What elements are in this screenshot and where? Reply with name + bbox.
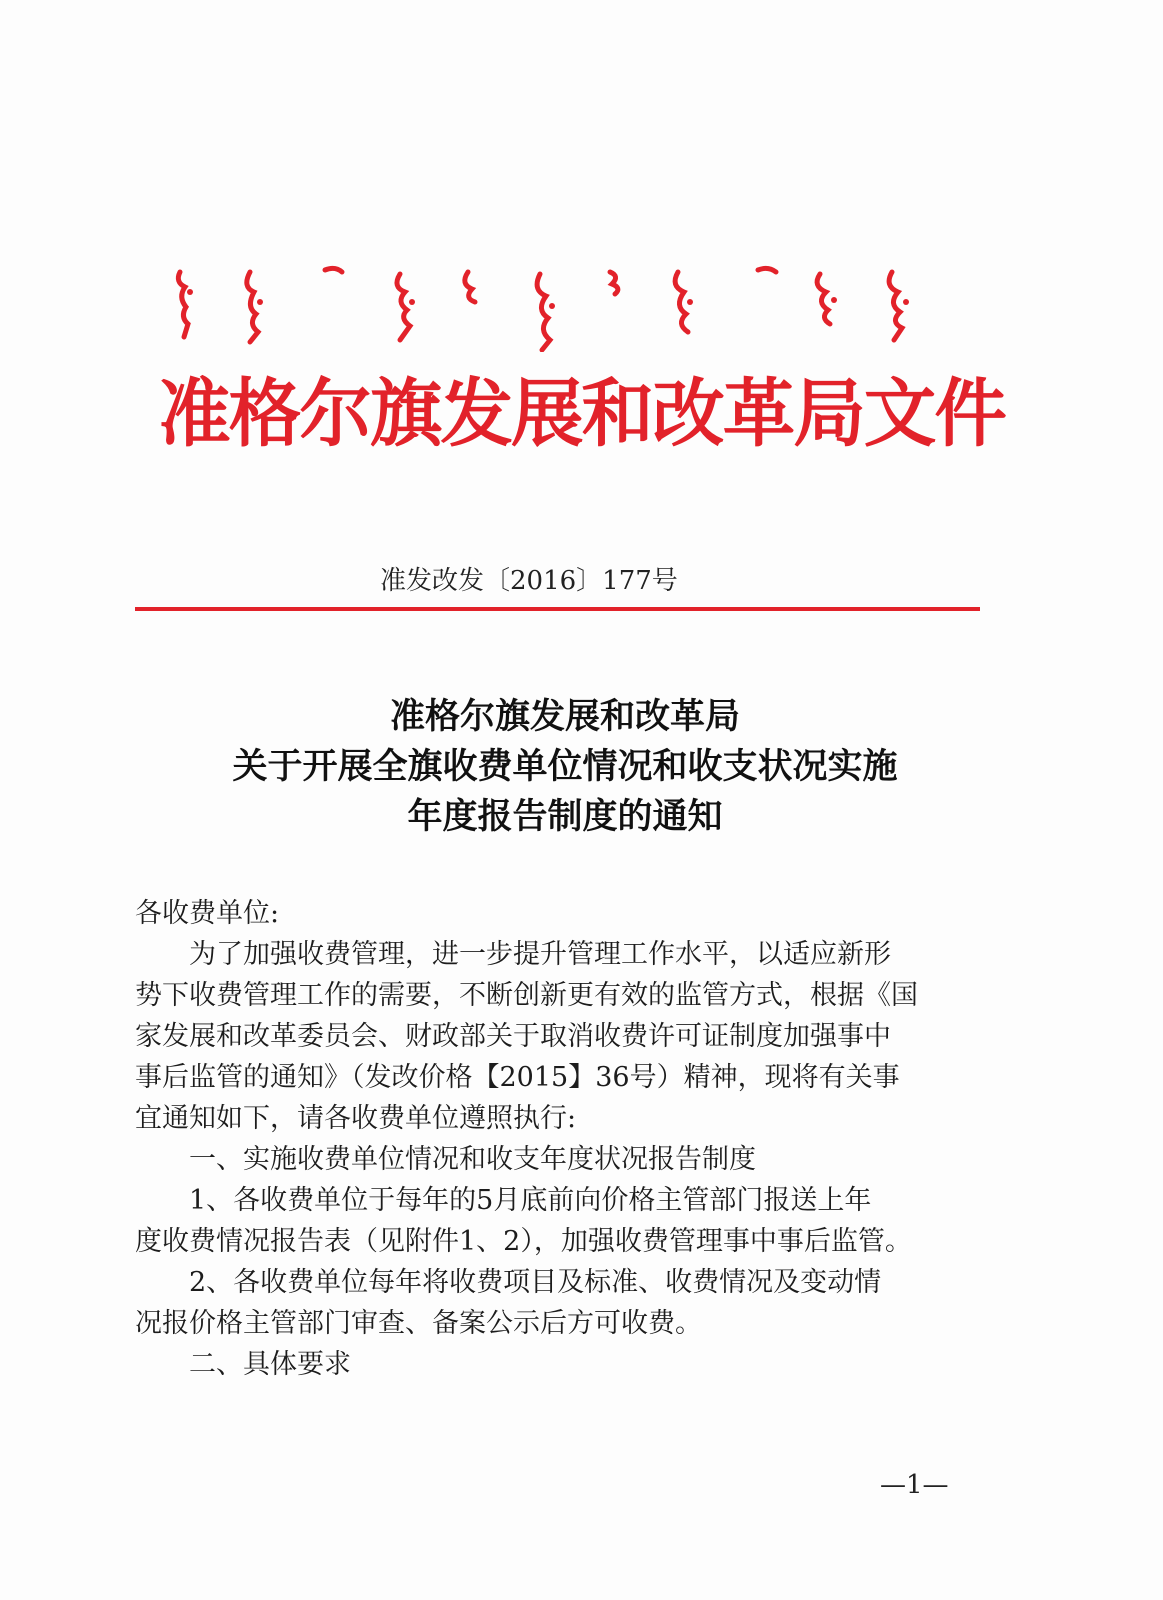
body-line: 度收费情况报告表（见附件1、2），加强收费管理事中事后监管。 <box>135 1226 912 1257</box>
mongolian-script-title-icon <box>150 262 970 352</box>
salutation: 各收费单位: <box>135 898 280 929</box>
body-line: 宜通知如下，请各收费单位遵照执行: <box>135 1103 577 1134</box>
body-line: 势下收费管理工作的需要，不断创新更有效的监管方式，根据《国 <box>135 980 918 1011</box>
notice-title-line: 关于开展全旗收费单位情况和收支状况实施 <box>232 746 898 787</box>
body-line: 家发展和改革委员会、财政部关于取消收费许可证制度加强事中 <box>135 1021 891 1052</box>
notice-title <box>120 692 1010 842</box>
body-line: 2、各收费单位每年将收费项目及标准、收费情况及变动情 <box>189 1267 882 1298</box>
body-line: 事后监管的通知》（发改价格【2015】36号）精神，现将有关事 <box>135 1062 900 1093</box>
section-heading: 二、具体要求 <box>189 1349 351 1380</box>
notice-title-line: 年度报告制度的通知 <box>407 796 723 837</box>
red-divider-line <box>135 607 980 611</box>
body-line: 况报价格主管部门审查、备案公示后方可收费。 <box>135 1308 702 1339</box>
notice-body <box>135 893 965 1385</box>
page-number: —1— <box>880 1470 949 1500</box>
issuing-authority-title: 准格尔旗发展和改革局文件 <box>158 371 1005 457</box>
section-heading: 一、实施收费单位情况和收支年度状况报告制度 <box>189 1144 756 1175</box>
notice-title-line: 准格尔旗发展和改革局 <box>389 696 740 737</box>
body-line: 为了加强收费管理，进一步提升管理工作水平，以适应新形 <box>189 939 891 970</box>
document-number: 准发改发〔2016〕177号 <box>380 566 678 596</box>
body-line: 1、各收费单位于每年的5月底前向价格主管部门报送上年 <box>189 1185 872 1216</box>
